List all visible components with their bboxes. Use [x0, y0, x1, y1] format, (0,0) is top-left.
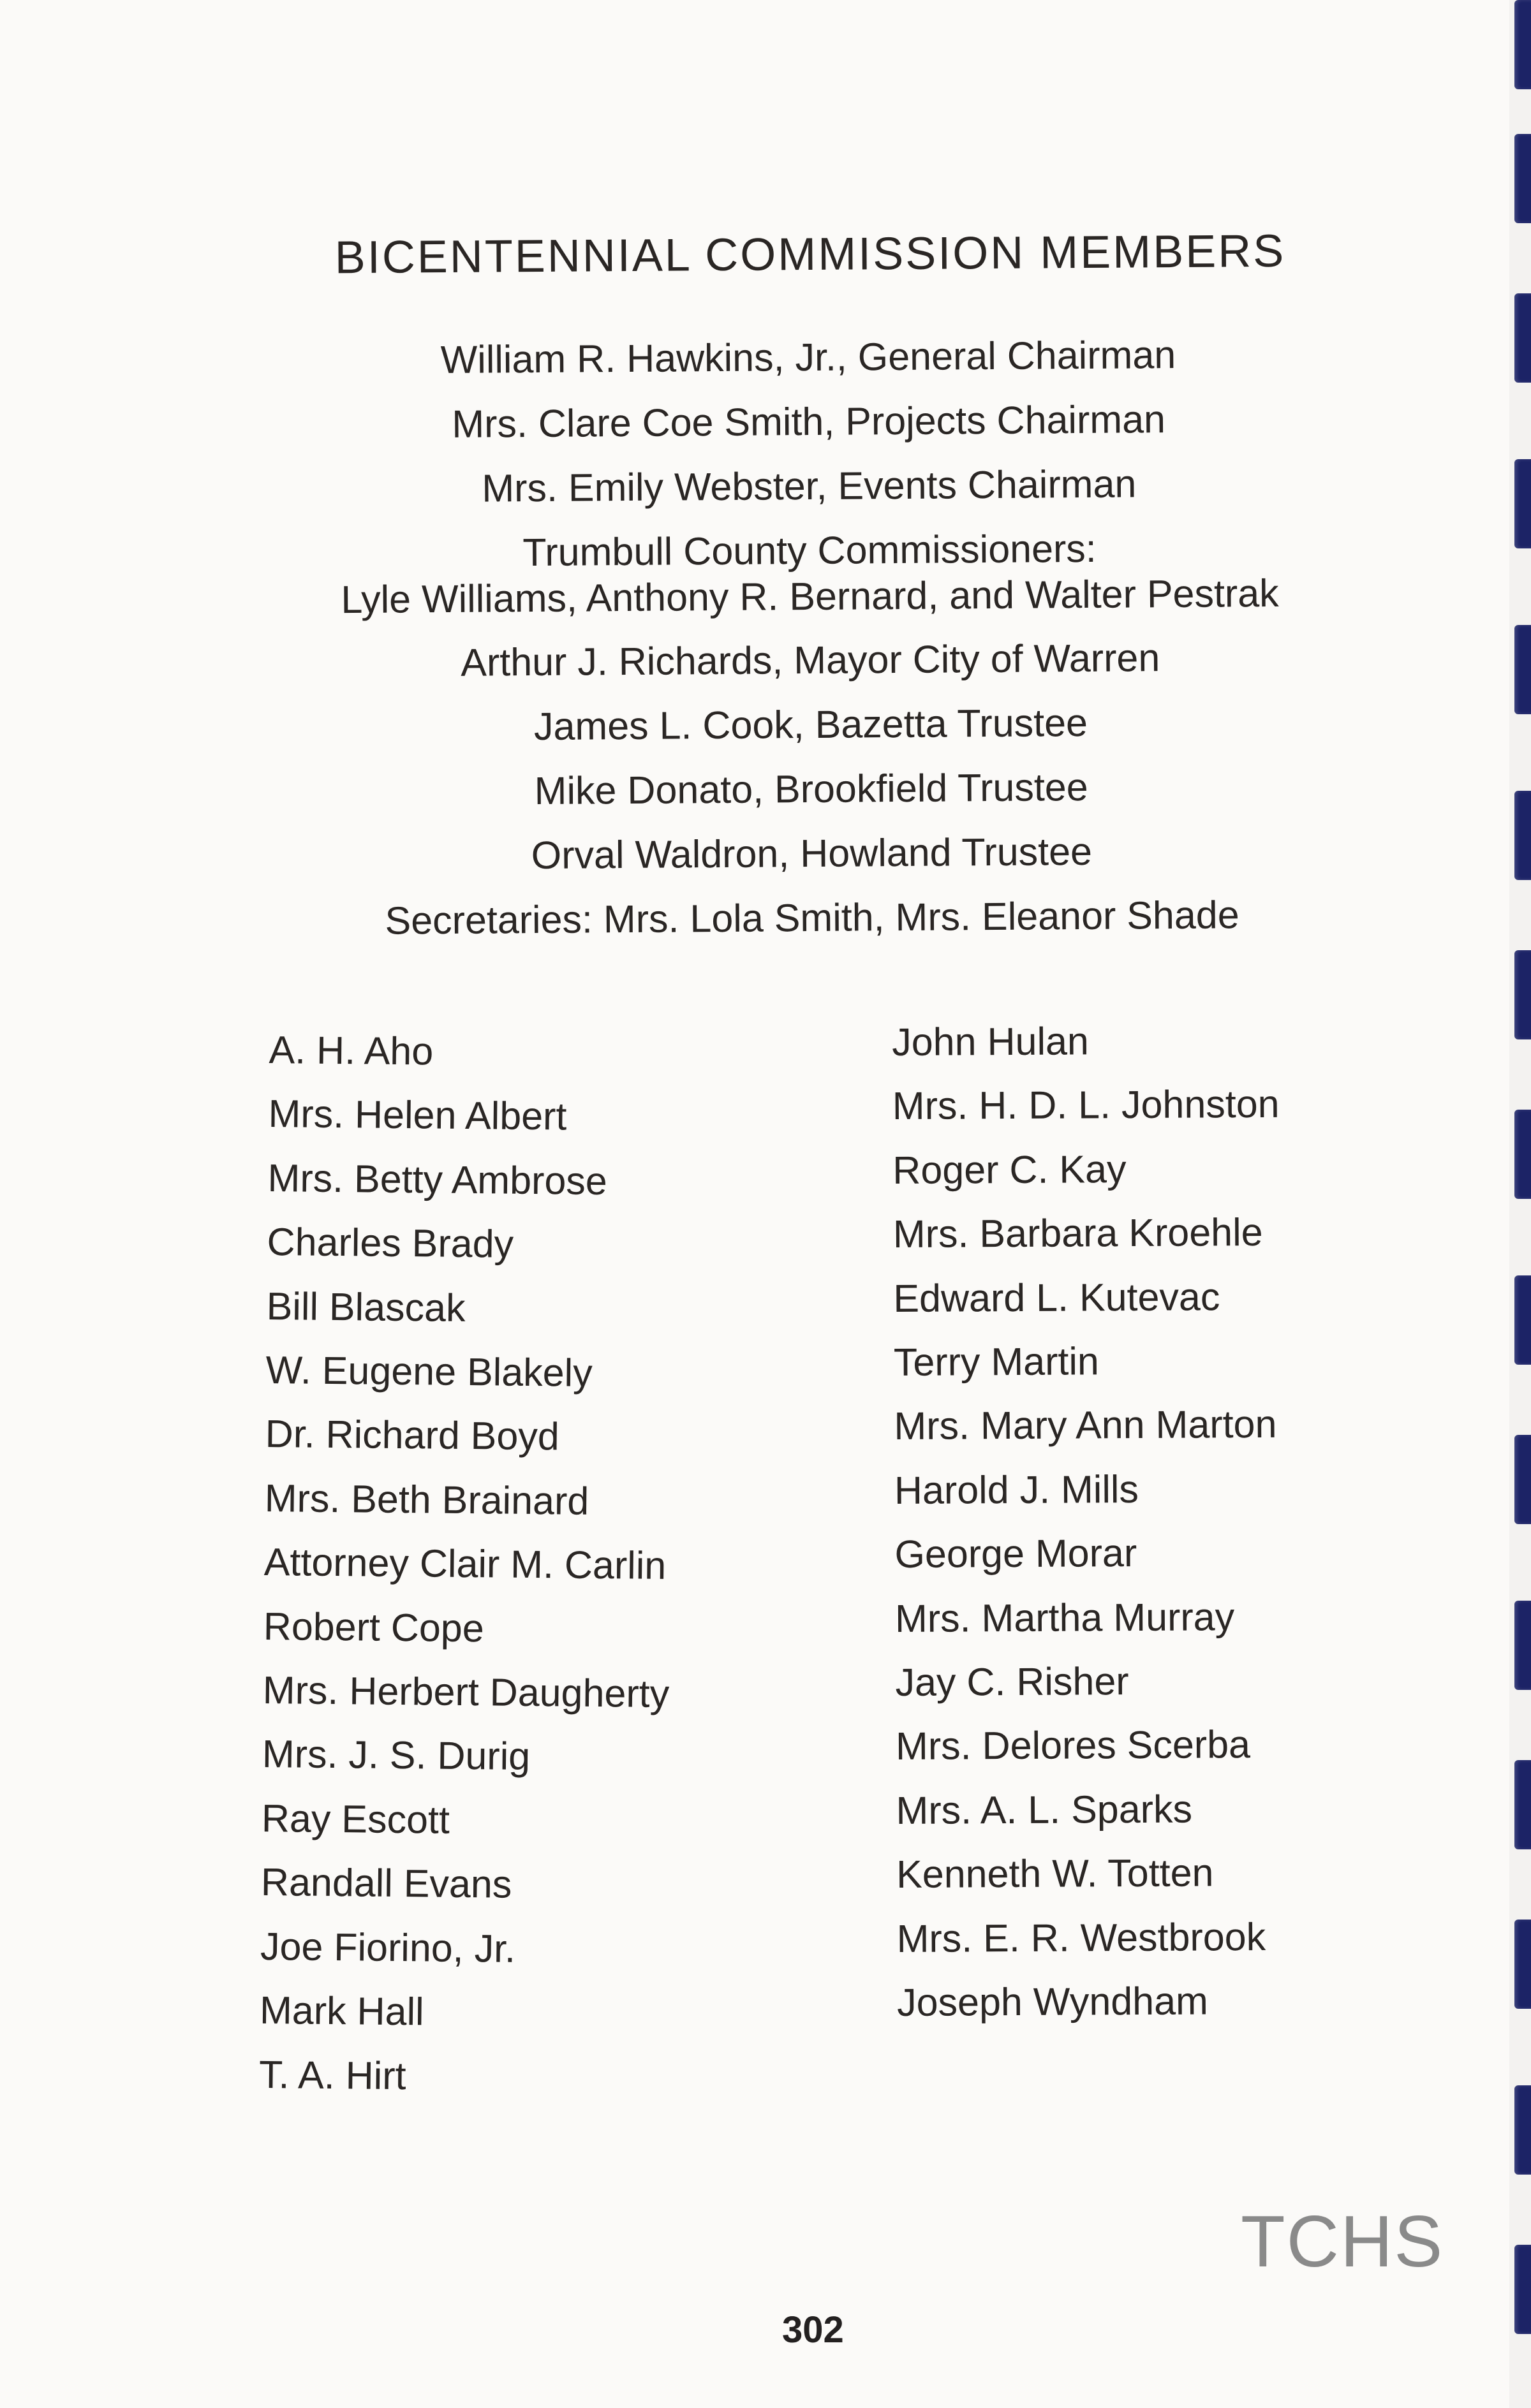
member-name: Mrs. Betty Ambrose	[267, 1156, 608, 1203]
member-name: W. Eugene Blakely	[265, 1348, 593, 1395]
officer-line: Mike Donato, Brookfield Trustee	[534, 765, 1088, 813]
officer-line: James L. Cook, Bazetta Trustee	[533, 700, 1088, 749]
member-name: Jay C. Risher	[895, 1659, 1129, 1705]
tchs-watermark: TCHS	[1241, 2201, 1444, 2282]
member-name: Bill Blascak	[266, 1284, 466, 1330]
member-name: George Morar	[894, 1531, 1137, 1576]
member-name: John Hulan	[892, 1019, 1090, 1064]
member-name: Mark Hall	[259, 1988, 424, 2034]
member-name: Mrs. H. D. L. Johnston	[892, 1082, 1280, 1128]
member-name: Mrs. A. L. Sparks	[896, 1787, 1193, 1832]
binding-ring	[1514, 1275, 1531, 1365]
binding-ring	[1514, 134, 1531, 223]
page-title: BICENTENNIAL COMMISSION MEMBERS	[334, 225, 1286, 284]
binding-ring	[1514, 0, 1531, 89]
binding-ring	[1514, 1435, 1531, 1524]
binding-ring	[1514, 2245, 1531, 2334]
binding-ring	[1514, 2085, 1531, 2175]
member-name: Mrs. J. S. Durig	[262, 1732, 531, 1779]
member-name: Dr. Richard Boyd	[265, 1412, 560, 1458]
member-name: Charles Brady	[267, 1220, 514, 1266]
officer-line: Lyle Williams, Anthony R. Bernard, and Walter Pestrak	[341, 571, 1279, 622]
member-name: Mrs. Beth Brainard	[264, 1476, 589, 1523]
member-name: A. H. Aho	[269, 1027, 434, 1073]
member-name: Mrs. Martha Murray	[894, 1594, 1235, 1640]
member-name: Randall Evans	[260, 1860, 512, 1906]
officer-line: William R. Hawkins, Jr., General Chairman	[440, 332, 1176, 382]
officer-line: Mrs. Emily Webster, Events Chairman	[482, 462, 1137, 510]
officer-line: Trumbull County Commissioners:	[522, 526, 1097, 575]
officer-line: Secretaries: Mrs. Lola Smith, Mrs. Eleanor Shade	[385, 893, 1239, 943]
member-name: Harold J. Mills	[894, 1467, 1139, 1512]
member-name: Attorney Clair M. Carlin	[263, 1540, 667, 1588]
binding-ring	[1514, 1920, 1531, 2009]
member-name: T. A. Hirt	[258, 2052, 406, 2097]
member-name: Joseph Wyndham	[896, 1979, 1209, 2025]
page-number: 302	[782, 2309, 844, 2351]
members-right-column	[892, 1008, 1284, 2035]
member-name: Mrs. Mary Ann Marton	[894, 1402, 1277, 1448]
member-name: Mrs. Delores Scerba	[895, 1722, 1251, 1768]
officer-line: Mrs. Clare Coe Smith, Projects Chairman	[452, 397, 1166, 446]
member-name: Mrs. Herbert Daugherty	[262, 1668, 670, 1716]
member-name: Joe Fiorino, Jr.	[260, 1924, 516, 1971]
officer-line: Arthur J. Richards, Mayor City of Warren	[461, 636, 1160, 684]
member-name: Terry Martin	[893, 1339, 1100, 1384]
binding-ring	[1514, 950, 1531, 1039]
member-name: Kenneth W. Totten	[896, 1851, 1214, 1897]
binding-ring	[1514, 1760, 1531, 1849]
members-left-column	[259, 1018, 676, 2110]
officers-list	[0, 319, 1531, 956]
member-name: Mrs. Barbara Kroehle	[892, 1210, 1263, 1256]
member-name: Roger C. Kay	[892, 1147, 1127, 1192]
member-name: Ray Escott	[261, 1796, 450, 1842]
binding-ring	[1514, 1601, 1531, 1690]
member-name: Mrs. E. R. Westbrook	[896, 1914, 1266, 1960]
member-name: Robert Cope	[263, 1604, 485, 1650]
binding-ring	[1514, 1110, 1531, 1199]
member-name: Edward L. Kutevac	[893, 1274, 1220, 1320]
officer-line: Orval Waldron, Howland Trustee	[531, 829, 1093, 877]
member-name: Mrs. Helen Albert	[268, 1092, 567, 1138]
